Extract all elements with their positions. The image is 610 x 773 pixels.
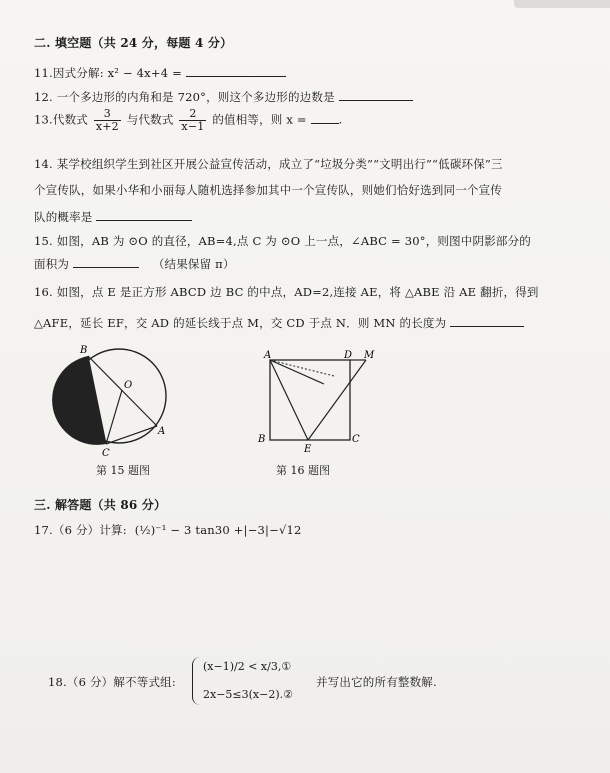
- question-14-line-2: 个宣传队，如果小华和小丽每人随机选择参加其中一个宣传队，则她们恰好选到同一个宣传: [34, 183, 502, 197]
- question-11-text: 11.因式分解: x² − 4x+4 =: [34, 66, 182, 80]
- answer-blank-12: [339, 88, 413, 101]
- label-c: C: [352, 434, 360, 445]
- inequality-brace: [192, 657, 201, 705]
- question-13-mid: 与代数式: [126, 112, 174, 127]
- segment-af: [270, 360, 324, 384]
- label-a: A: [264, 350, 272, 361]
- figure-15-caption: 第 15 题图: [96, 464, 150, 477]
- answer-blank-14: [96, 208, 192, 221]
- figure-16-square: [258, 350, 382, 460]
- label-d: D: [344, 350, 353, 361]
- label-b: B: [80, 345, 88, 356]
- segment-ae: [270, 360, 308, 440]
- answer-blank-16: [450, 314, 524, 327]
- question-11: [34, 64, 286, 81]
- question-16-line-2: [34, 314, 524, 331]
- question-14-text: 队的概率是: [34, 210, 93, 224]
- fraction-2-over-x-minus-1: [179, 108, 206, 133]
- fraction-numerator: 2: [189, 107, 197, 120]
- label-b: B: [258, 434, 266, 445]
- question-12: [34, 88, 413, 105]
- question-18-prefix: 18.（6 分）解不等式组:: [48, 675, 176, 689]
- question-15-line-1: 15. 如图，AB 为 ⊙O 的直径，AB=4,点 C 为 ⊙O 上一点，∠ABC = 30°，则图中阴影部分的: [34, 234, 532, 248]
- answer-blank-13: [311, 111, 339, 124]
- label-e: E: [304, 444, 312, 455]
- question-12-text: 12. 一个多边形的内角和是 720°，则这个多边形的边数是: [34, 90, 335, 104]
- question-15-line-2: [34, 255, 235, 272]
- fraction-denominator: x−1: [181, 120, 205, 133]
- answer-blank-11: [186, 64, 286, 77]
- label-o: O: [124, 380, 133, 391]
- radius-oc: [106, 390, 122, 444]
- question-13: 13.代数式 $\frac{3}{x+2}$ 与代数式 $\frac{2}{x-1}$ 的值相等，则 x = .: [34, 107, 343, 133]
- fraction-3-over-x-plus-2: [94, 108, 121, 133]
- question-15-note: （结果保留 π）: [152, 257, 235, 271]
- question-16-line-1: 16. 如图，点 E 是正方形 ABCD 边 BC 的中点，AD=2,连接 AE，将 △ABE 沿 AE 翻折，得到: [34, 285, 539, 299]
- question-17-prefix: 17.（6 分）计算:: [34, 523, 127, 537]
- sheet-edge: [514, 0, 610, 8]
- question-13-prefix: 13.代数式: [34, 112, 88, 127]
- fraction-denominator: x+2: [95, 120, 119, 133]
- question-18-suffix: 并写出它的所有整数解.: [316, 675, 437, 689]
- figure-15-circle: [62, 344, 182, 459]
- square-abcd: [270, 360, 350, 440]
- question-13-suffix: 的值相等，则 x =: [212, 112, 307, 127]
- figure-16-caption: 第 16 题图: [276, 464, 330, 477]
- question-14-line-3: [34, 208, 192, 225]
- inequality-2: 2x−5≤3(x−2).②: [203, 688, 293, 701]
- section-title-fill-in: 二. 填空题（共 24 分，每题 4 分）: [34, 36, 233, 50]
- label-m: M: [364, 350, 375, 361]
- question-17-expression: (½)⁻¹ − 3 tan30 +|−3|−√12: [134, 523, 302, 537]
- section-title-solutions: 三. 解答题（共 86 分）: [34, 498, 167, 512]
- label-a: A: [158, 426, 166, 437]
- question-16-text: △AFE，延长 EF，交 AD 的延长线于点 M，交 CD 于点 N．则 MN 的长度为: [34, 316, 447, 330]
- shaded-segment: [52, 356, 106, 445]
- inequality-1: (x−1)/2 < x/3,①: [203, 660, 292, 673]
- question-15-text: 面积为: [34, 257, 70, 271]
- question-14-line-1: 14. 某学校组织学生到社区开展公益宣传活动，成立了“垃圾分类”“文明出行”“低碳环保”三: [34, 157, 503, 171]
- fraction-numerator: 3: [103, 107, 111, 120]
- answer-blank-15: [73, 255, 139, 268]
- question-17: [34, 522, 302, 538]
- label-c: C: [102, 448, 110, 459]
